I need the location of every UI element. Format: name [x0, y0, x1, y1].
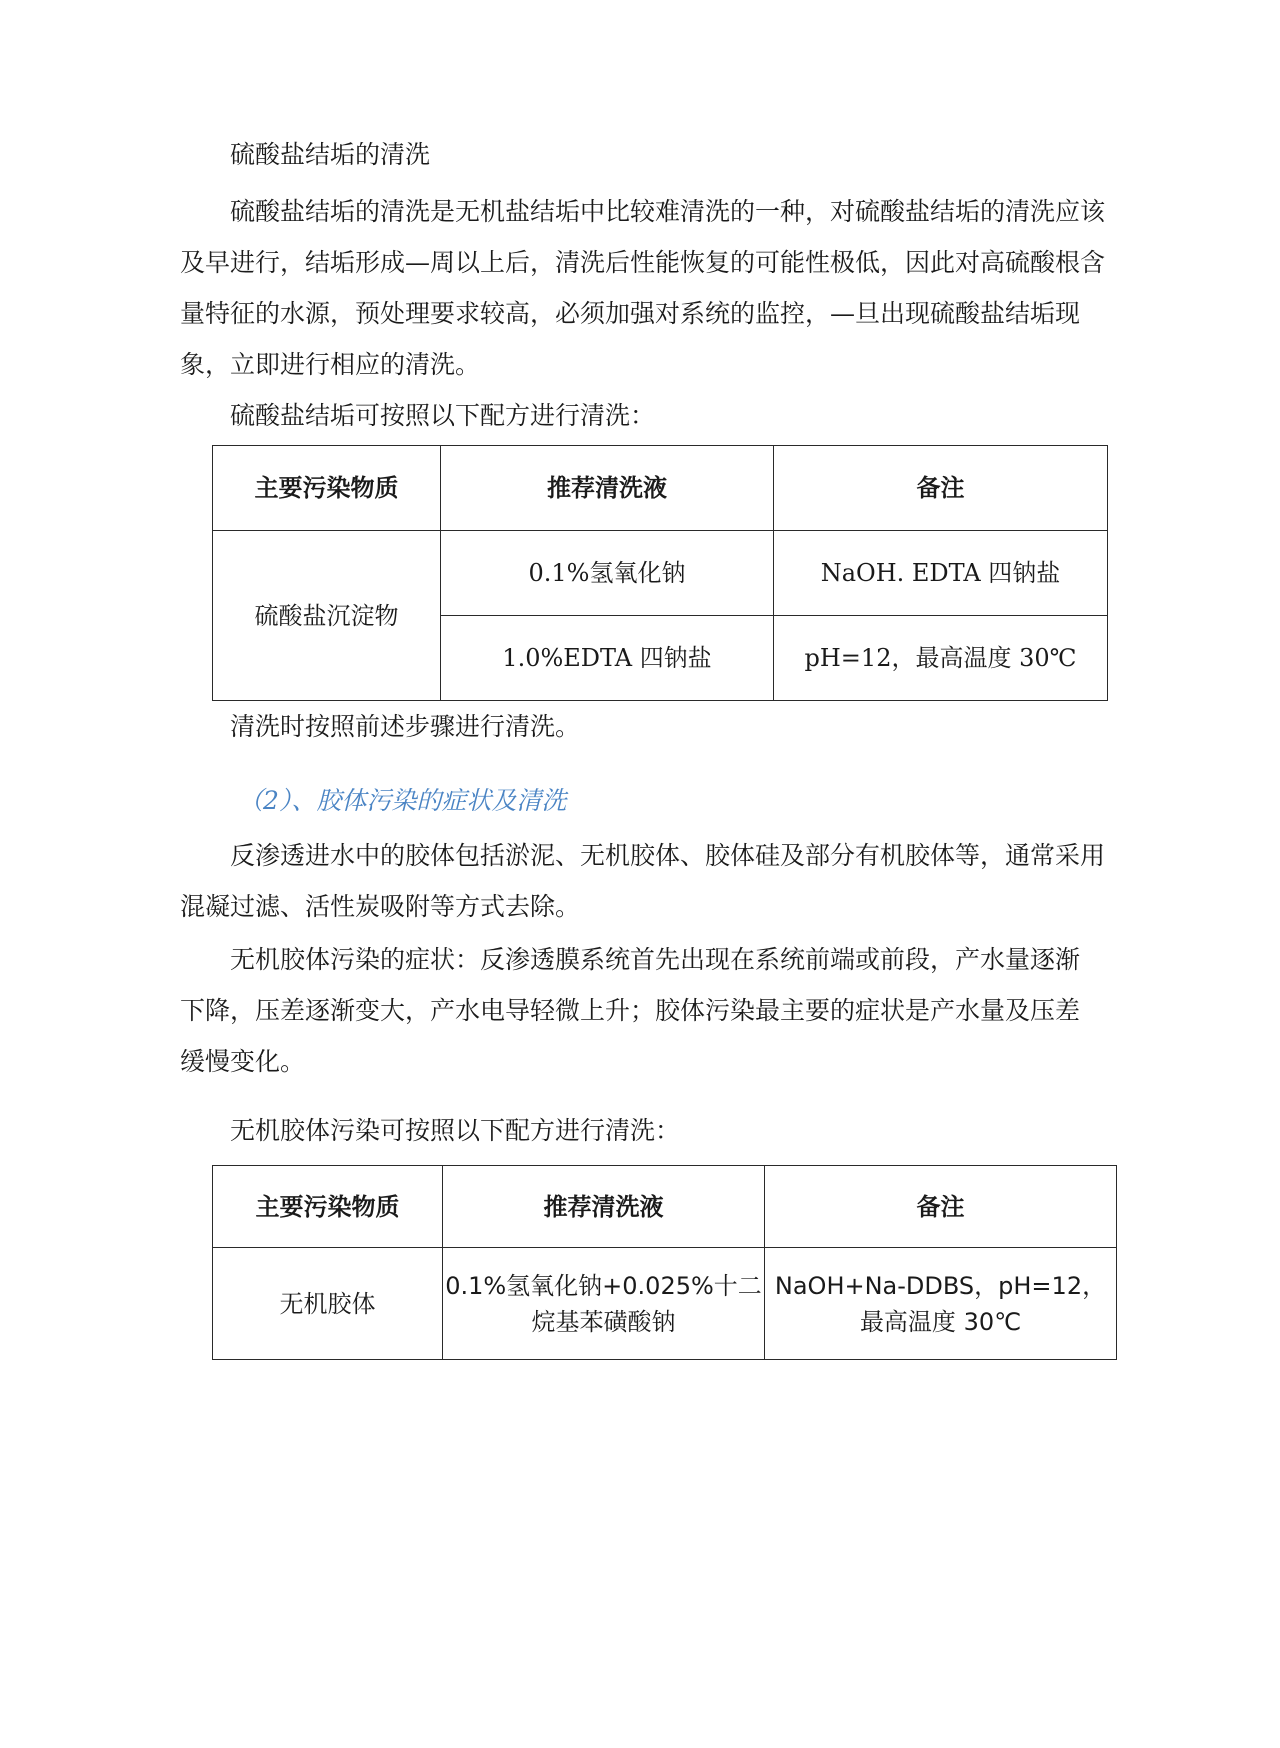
note-line: 最高温度 30℃ [859, 1307, 1022, 1336]
sulfate-cleaning-table [212, 445, 1108, 701]
table-header: 备注 [765, 1166, 1117, 1248]
paragraph-line: 反渗透进水中的胶体包括淤泥、无机胶体、胶体硅及部分有机胶体等，通常采用 [230, 841, 1106, 870]
note-cell [765, 1248, 1117, 1360]
solution-line: 烷基苯磺酸钠 [531, 1307, 676, 1336]
formula-intro: 硫酸盐结垢可按照以下配方进行清洗： [230, 401, 656, 430]
table-header: 推荐清洗液 [443, 1166, 765, 1248]
note-cell: pH=12，最高温度 30℃ [774, 616, 1108, 701]
table-header: 备注 [774, 446, 1108, 531]
paragraph-line: 及早进行，结垢形成—周以上后，清洗后性能恢复的可能性极低，因此对高硫酸根含 [180, 248, 1106, 277]
colloid-cleaning-table [212, 1165, 1117, 1360]
paragraph-line: 缓慢变化。 [180, 1047, 306, 1076]
formula-intro: 无机胶体污染可按照以下配方进行清洗： [230, 1116, 681, 1145]
paragraph-line: 象，立即进行相应的清洗。 [180, 350, 481, 379]
table-header: 推荐清洗液 [441, 446, 774, 531]
solution-cell: 0.1%氢氧化钠 [441, 531, 774, 616]
note-line: NaOH+Na-DDBS，pH=12， [774, 1271, 1107, 1300]
section-heading: （2）、胶体污染的症状及清洗 [238, 786, 567, 815]
paragraph-line: 硫酸盐结垢的清洗是无机盐结垢中比较难清洗的一种，对硫酸盐结垢的清洗应该 [230, 197, 1106, 226]
pollutant-cell: 无机胶体 [213, 1248, 443, 1360]
pollutant-cell: 硫酸盐沉淀物 [213, 531, 441, 701]
paragraph-line: 下降，压差逐渐变大，产水电导轻微上升；胶体污染最主要的症状是产水量及压差 [180, 996, 1081, 1025]
closing-text: 清洗时按照前述步骤进行清洗。 [230, 712, 581, 741]
solution-cell: 1.0%EDTA 四钠盐 [441, 616, 774, 701]
paragraph-line: 量特征的水源，预处理要求较高，必须加强对系统的监控，—旦出现硫酸盐结垢现 [180, 299, 1081, 328]
solution-line: 0.1%氢氧化钠+0.025%十二 [445, 1271, 762, 1300]
subtitle-sulfate-cleaning: 硫酸盐结垢的清洗 [230, 140, 431, 169]
paragraph-line: 无机胶体污染的症状：反渗透膜系统首先出现在系统前端或前段，产水量逐渐 [230, 945, 1081, 974]
paragraph-line: 混凝过滤、活性炭吸附等方式去除。 [180, 892, 581, 921]
note-cell: NaOH. EDTA 四钠盐 [774, 531, 1108, 616]
solution-cell [443, 1248, 765, 1360]
table-header: 主要污染物质 [213, 446, 441, 531]
table-header: 主要污染物质 [213, 1166, 443, 1248]
